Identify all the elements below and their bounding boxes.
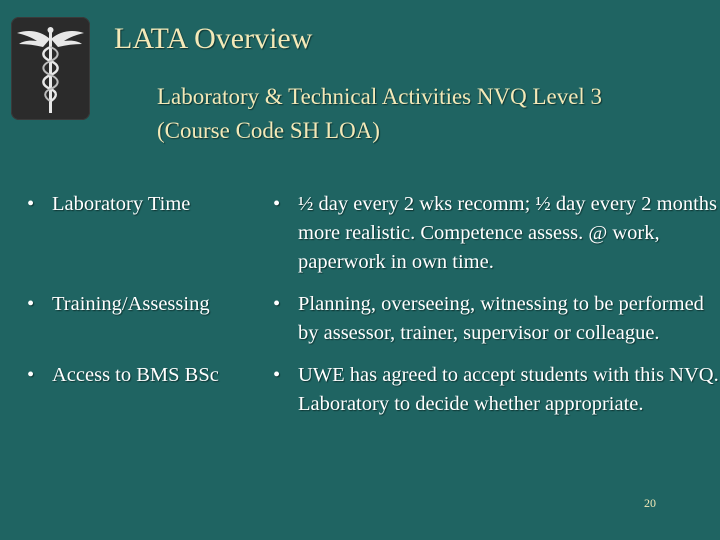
subtitle-line-1: Laboratory & Technical Activities NVQ Level 3 [157,84,603,109]
row-label [27,361,257,390]
row-label [27,290,257,319]
table-row [0,361,720,419]
caduceus-icon [11,17,90,120]
table-row [0,190,720,277]
bullet-icon: • [273,193,281,215]
row-detail-text: ½ day every 2 wks recomm; ½ day every 2 months more realistic. Competence assess. @ work, paperwork in own time. [298,193,718,273]
slide-subtitle [157,80,602,148]
bullet-icon: • [273,364,281,386]
bullet-table [0,190,720,432]
subtitle-line-2: (Course Code SH LOA) [157,118,380,143]
row-label-text: Training/Assessing [52,293,210,315]
slide-title: LATA Overview [114,22,313,55]
row-label [27,190,257,219]
page-number: 20 [644,496,656,510]
row-detail-text: UWE has agreed to accept students with this NVQ. Laboratory to decide whether appropriate. [298,364,719,415]
row-label-text: Access to BMS BSc [52,364,219,386]
row-detail-text: Planning, overseeing, witnessing to be performed by assessor, trainer, supervisor or colleague. [298,293,704,344]
bullet-icon: • [27,293,35,315]
bullet-icon: • [27,364,35,386]
bullet-icon: • [273,293,281,315]
table-row [0,290,720,348]
bullet-icon: • [27,193,35,215]
row-label-text: Laboratory Time [52,193,191,215]
row-detail [275,190,720,277]
row-detail [275,290,720,348]
row-detail [275,361,720,419]
caduceus-logo [11,17,90,120]
